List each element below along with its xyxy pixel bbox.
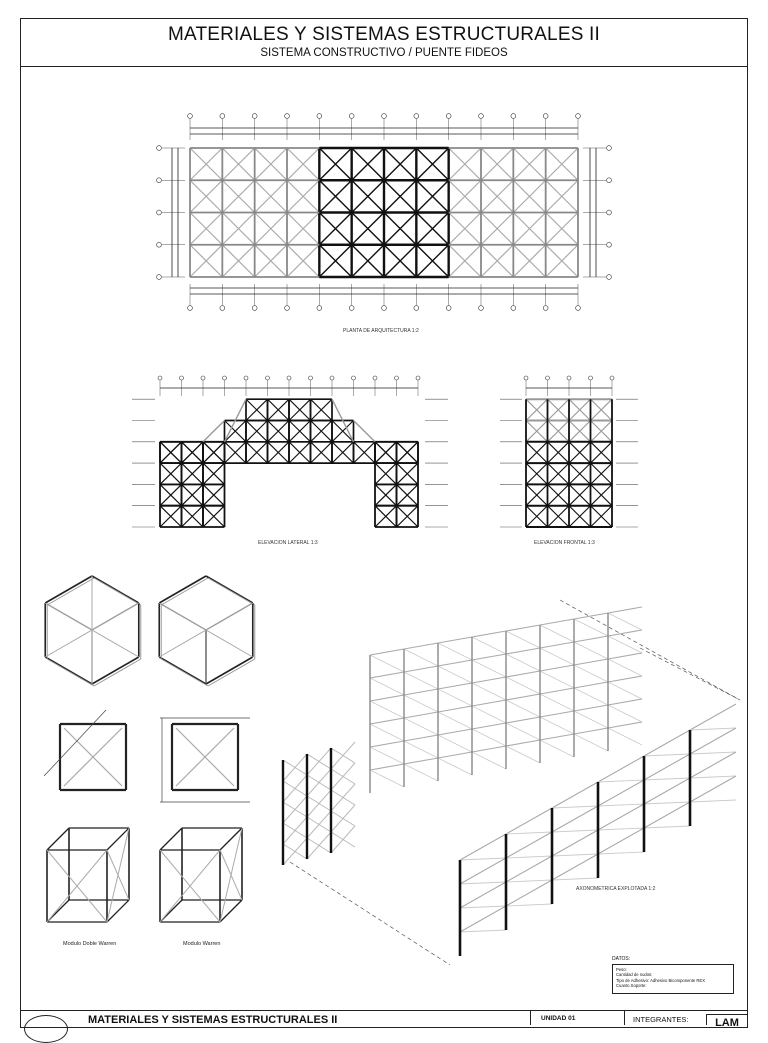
axo-chord — [540, 688, 574, 694]
axo-chord — [370, 695, 404, 701]
axo-chord — [506, 740, 540, 746]
axo-chord — [540, 642, 574, 648]
axo-brace — [506, 746, 540, 763]
axo-brace — [472, 637, 506, 654]
axo-brace — [404, 764, 438, 781]
axonometric-caption: AXONOMETRICA EXPLOTADA 1:2 — [576, 886, 656, 892]
axo-chord — [574, 728, 608, 734]
sheet-subtitle: SISTEMA CONSTRUCTIVO / PUENTE FIDEOS — [260, 47, 508, 59]
axo-brace — [307, 748, 331, 775]
side-elevation-caption: ELEVACION LATERAL 1:3 — [258, 540, 318, 546]
axo-chord — [690, 752, 736, 778]
axo-brace — [552, 806, 598, 808]
axo-chord — [404, 758, 438, 764]
axo-brace — [598, 828, 644, 830]
axo-brace — [438, 758, 472, 775]
axo-chord — [438, 706, 472, 712]
axo-brace — [370, 770, 404, 787]
axo-brace — [404, 718, 438, 735]
axo-chord — [644, 778, 690, 804]
axo-chord — [506, 648, 540, 654]
axo-chord — [506, 808, 552, 834]
axo-brace — [472, 706, 506, 723]
axo-brace — [690, 752, 736, 754]
axo-chord — [598, 804, 644, 830]
axo-brace — [644, 778, 690, 780]
axo-chord — [552, 854, 598, 880]
module-double-warren-label: Modulo Doble Warren — [63, 941, 117, 947]
axo-brace — [283, 775, 307, 802]
axo-chord — [506, 671, 540, 677]
axo-brace — [552, 878, 598, 880]
axo-chord — [552, 806, 598, 832]
axo-chord — [608, 653, 642, 659]
axo-brace — [506, 654, 540, 671]
title-block-sheet-code: LAM — [706, 1014, 748, 1025]
axo-brace — [574, 711, 608, 728]
axo-brace — [644, 826, 690, 828]
axo-chord — [404, 666, 438, 672]
axo-chord — [690, 704, 736, 730]
axo-brace — [540, 648, 574, 665]
axo-brace — [307, 832, 331, 859]
datos-line: Tipo de Adhesivo: Adhesivo Bicomponente REX — [616, 977, 706, 983]
university-logo-icon — [24, 1015, 68, 1043]
axo-chord — [472, 654, 506, 660]
axo-chord — [404, 712, 438, 718]
axo-brace — [574, 734, 608, 751]
axo-brace — [283, 838, 307, 865]
axo-brace — [574, 619, 608, 636]
axo-brace — [331, 784, 355, 811]
datos-heading: DATOS: — [612, 956, 631, 962]
axo-chord — [598, 756, 644, 782]
axo-brace — [598, 852, 644, 854]
axo-chord — [574, 682, 608, 688]
axo-chord — [574, 636, 608, 642]
axo-chord — [644, 802, 690, 828]
axo-brace — [370, 655, 404, 672]
axo-chord — [472, 677, 506, 683]
axo-chord — [404, 689, 438, 695]
axo-chord — [552, 830, 598, 856]
axo-brace — [506, 723, 540, 740]
title-block — [20, 1010, 748, 1029]
axo-brace — [404, 741, 438, 758]
axo-brace — [690, 728, 736, 730]
axo-brace — [331, 805, 355, 832]
axo-chord — [506, 832, 552, 858]
axo-chord — [506, 694, 540, 700]
module-warren-label: Modulo Warren — [183, 941, 221, 947]
axo-brace — [331, 742, 355, 769]
axo-chord — [370, 672, 404, 678]
axo-brace — [540, 671, 574, 688]
axo-chord — [644, 754, 690, 780]
axo-brace — [608, 705, 642, 722]
axo-brace — [644, 802, 690, 804]
axo-chord — [460, 882, 506, 908]
axo-brace — [472, 683, 506, 700]
axo-chord — [460, 906, 506, 932]
axo-brace — [506, 631, 540, 648]
axo-chord — [574, 613, 608, 619]
axo-chord — [598, 780, 644, 806]
axo-chord — [438, 637, 472, 643]
axo-brace — [283, 817, 307, 844]
axo-brace — [307, 811, 331, 838]
axo-chord — [438, 660, 472, 666]
axo-chord — [540, 734, 574, 740]
axo-brace — [331, 826, 355, 853]
axo-brace — [608, 682, 642, 699]
axo-chord — [506, 625, 540, 631]
axo-chord — [472, 746, 506, 752]
axo-brace — [370, 701, 404, 718]
axo-brace — [540, 625, 574, 642]
axo-brace — [690, 776, 736, 778]
axo-brace — [438, 643, 472, 660]
axo-chord — [472, 700, 506, 706]
axo-brace — [438, 735, 472, 752]
axo-brace — [608, 636, 642, 653]
axo-brace — [307, 769, 331, 796]
axo-chord — [574, 705, 608, 711]
axo-brace — [598, 804, 644, 806]
datos-line: Peso: — [616, 967, 627, 972]
axo-brace — [540, 740, 574, 757]
axo-brace — [438, 666, 472, 683]
axo-chord — [404, 643, 438, 649]
axo-brace — [283, 796, 307, 823]
axo-chord — [598, 828, 644, 854]
axo-brace — [460, 858, 506, 860]
axo-brace — [460, 906, 506, 908]
datos-box — [612, 964, 734, 994]
axo-brace — [506, 832, 552, 834]
axo-brace — [331, 763, 355, 790]
axo-brace — [472, 752, 506, 769]
axo-brace — [540, 694, 574, 711]
axo-chord — [438, 683, 472, 689]
axo-chord — [370, 649, 404, 655]
axo-chord — [506, 717, 540, 723]
axo-chord — [540, 711, 574, 717]
axo-brace — [574, 665, 608, 682]
axo-brace — [460, 930, 506, 932]
axo-brace — [644, 754, 690, 756]
axo-brace — [574, 642, 608, 659]
axo-chord — [552, 782, 598, 808]
axo-brace — [506, 677, 540, 694]
axo-brace — [608, 613, 642, 630]
axo-chord — [608, 699, 642, 705]
axo-chord — [438, 729, 472, 735]
sheet-title: MATERIALES Y SISTEMAS ESTRUCTURALES II — [167, 24, 601, 45]
axo-brace — [438, 712, 472, 729]
datos-line: Cuanto Soporte: — [616, 983, 647, 989]
front-elevation-caption: ELEVACION FRONTAL 1:3 — [534, 540, 595, 546]
axo-brace — [438, 689, 472, 706]
explode-line — [560, 600, 740, 700]
axo-chord — [460, 858, 506, 884]
axo-chord — [370, 741, 404, 747]
axo-chord — [506, 880, 552, 906]
axo-brace — [370, 724, 404, 741]
axo-chord — [460, 834, 506, 860]
axo-chord — [574, 659, 608, 665]
axo-chord — [608, 607, 642, 613]
axo-brace — [552, 854, 598, 856]
axo-brace — [472, 660, 506, 677]
axo-brace — [506, 856, 552, 858]
axo-brace — [506, 880, 552, 882]
axo-brace — [283, 754, 307, 781]
explode-line — [640, 648, 740, 700]
axo-brace — [506, 904, 552, 906]
axo-brace — [404, 672, 438, 689]
axo-brace — [506, 700, 540, 717]
axo-chord — [370, 764, 404, 770]
title-block-unit: UNIDAD 01 — [530, 1011, 635, 1025]
axo-chord — [644, 730, 690, 756]
axo-chord — [608, 676, 642, 682]
axo-brace — [540, 717, 574, 734]
title-block-members: INTEGRANTES: — [624, 1011, 706, 1025]
axo-chord — [438, 752, 472, 758]
title-block-course: MATERIALES Y SISTEMAS ESTRUCTURALES II — [88, 1014, 338, 1026]
axo-chord — [540, 665, 574, 671]
axo-chord — [370, 718, 404, 724]
axo-brace — [404, 649, 438, 666]
axo-brace — [690, 800, 736, 802]
axo-chord — [404, 735, 438, 741]
axo-brace — [307, 790, 331, 817]
axo-brace — [598, 780, 644, 782]
datos-line: Cantidad de nudos: — [616, 972, 653, 978]
axo-chord — [472, 723, 506, 729]
axo-brace — [472, 729, 506, 746]
axo-brace — [608, 728, 642, 745]
axo-chord — [690, 776, 736, 802]
axo-brace — [460, 882, 506, 884]
datos-panel — [612, 956, 734, 994]
axo-brace — [552, 830, 598, 832]
axo-chord — [608, 722, 642, 728]
axo-chord — [540, 619, 574, 625]
axo-chord — [506, 856, 552, 882]
axo-chord — [472, 631, 506, 637]
explode-line — [290, 862, 450, 965]
axo-chord — [608, 630, 642, 636]
axo-brace — [404, 695, 438, 712]
axo-brace — [608, 659, 642, 676]
axo-chord — [690, 728, 736, 754]
axo-brace — [370, 678, 404, 695]
axo-brace — [574, 688, 608, 705]
plan-caption: PLANTA DE ARQUITECTURA 1:2 — [343, 328, 419, 334]
axo-brace — [370, 747, 404, 764]
